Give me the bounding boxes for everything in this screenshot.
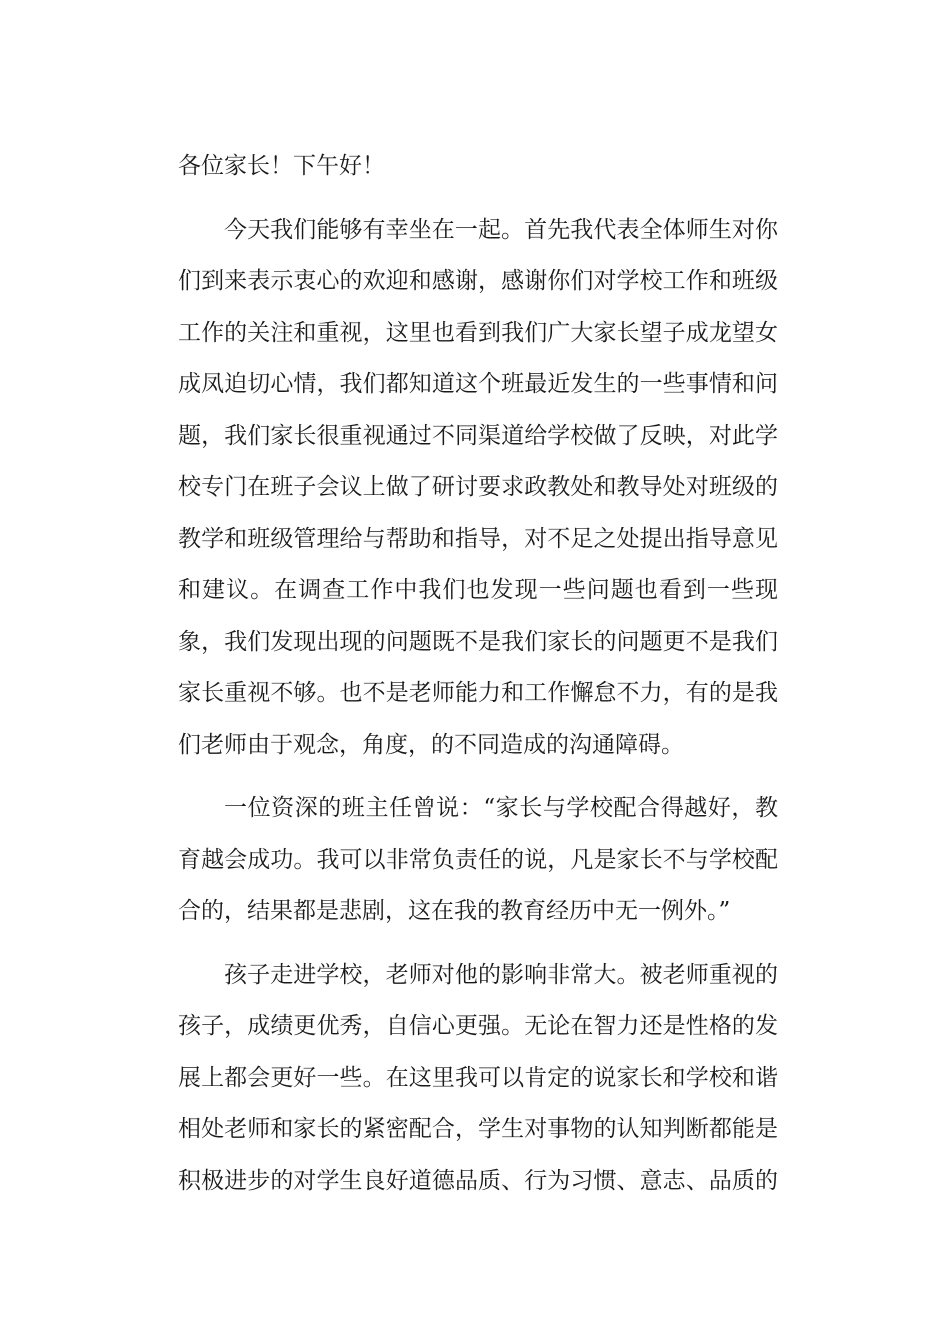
- paragraph-1-line-7: 教学和班级管理给与帮助和指导，对不足之处提出指导意见: [178, 525, 778, 552]
- paragraph-1-line-8: 和建议。在调查工作中我们也发现一些问题也看到一些现: [178, 577, 778, 603]
- paragraph-2-line-2: 育越会成功。我可以非常负责任的说，凡是家长不与学校配: [178, 846, 778, 873]
- paragraph-2-line-1: 一位资深的班主任曾说：“家长与学校配合得越好，教: [224, 795, 778, 821]
- paragraph-3-line-4: 相处老师和家长的紧密配合，学生对事物的认知判断都能是: [178, 1116, 778, 1142]
- paragraph-2-line-3: 合的，结果都是悲剧，这在我的教育经历中无一例外。”: [178, 898, 731, 924]
- paragraph-gap: [178, 193, 778, 205]
- paragraph-1-line-5: 题，我们家长很重视通过不同渠道给学校做了反映，对此学: [178, 422, 778, 449]
- document-body: [178, 141, 778, 1207]
- paragraph-gap: [178, 938, 778, 950]
- paragraph-1-line-11: 们老师由于观念，角度，的不同造成的沟通障碍。: [178, 731, 684, 758]
- paragraph-3-line-5: 积极进步的对学生良好道德品质、行为习惯、意志、品质的: [178, 1167, 778, 1194]
- greeting-line: 各位家长！下午好！: [178, 153, 385, 179]
- paragraph-3-line-1: 孩子走进学校，老师对他的影响非常大。被老师重视的: [224, 961, 778, 988]
- paragraph-1-line-2: 们到来表示衷心的欢迎和感谢，感谢你们对学校工作和班级: [178, 268, 778, 294]
- paragraph-3-line-3: 展上都会更好一些。在这里我可以肯定的说家长和学校和谐: [178, 1064, 778, 1091]
- paragraph-1-line-6: 校专门在班子会议上做了研讨要求政教处和教导处对班级的: [178, 474, 778, 500]
- paragraph-1-line-3: 工作的关注和重视，这里也看到我们广大家长望子成龙望女: [178, 319, 778, 346]
- paragraph-1-line-9: 象，我们发现出现的问题既不是我们家长的问题更不是我们: [178, 628, 778, 655]
- paragraph-1-line-1: 今天我们能够有幸坐在一起。首先我代表全体师生对你: [224, 216, 778, 243]
- paragraph-3: [178, 950, 778, 1208]
- paragraph-2: [178, 783, 778, 938]
- paragraph-3-line-2: 孩子，成绩更优秀，自信心更强。无论在智力还是性格的发: [178, 1013, 778, 1039]
- paragraph-1: [178, 205, 778, 772]
- paragraph-1-line-4: 成凤迫切心情，我们都知道这个班最近发生的一些事情和问: [178, 371, 778, 397]
- paragraph-gap: [178, 771, 778, 783]
- paragraph-1-line-10: 家长重视不够。也不是老师能力和工作懈怠不力，有的是我: [178, 680, 778, 706]
